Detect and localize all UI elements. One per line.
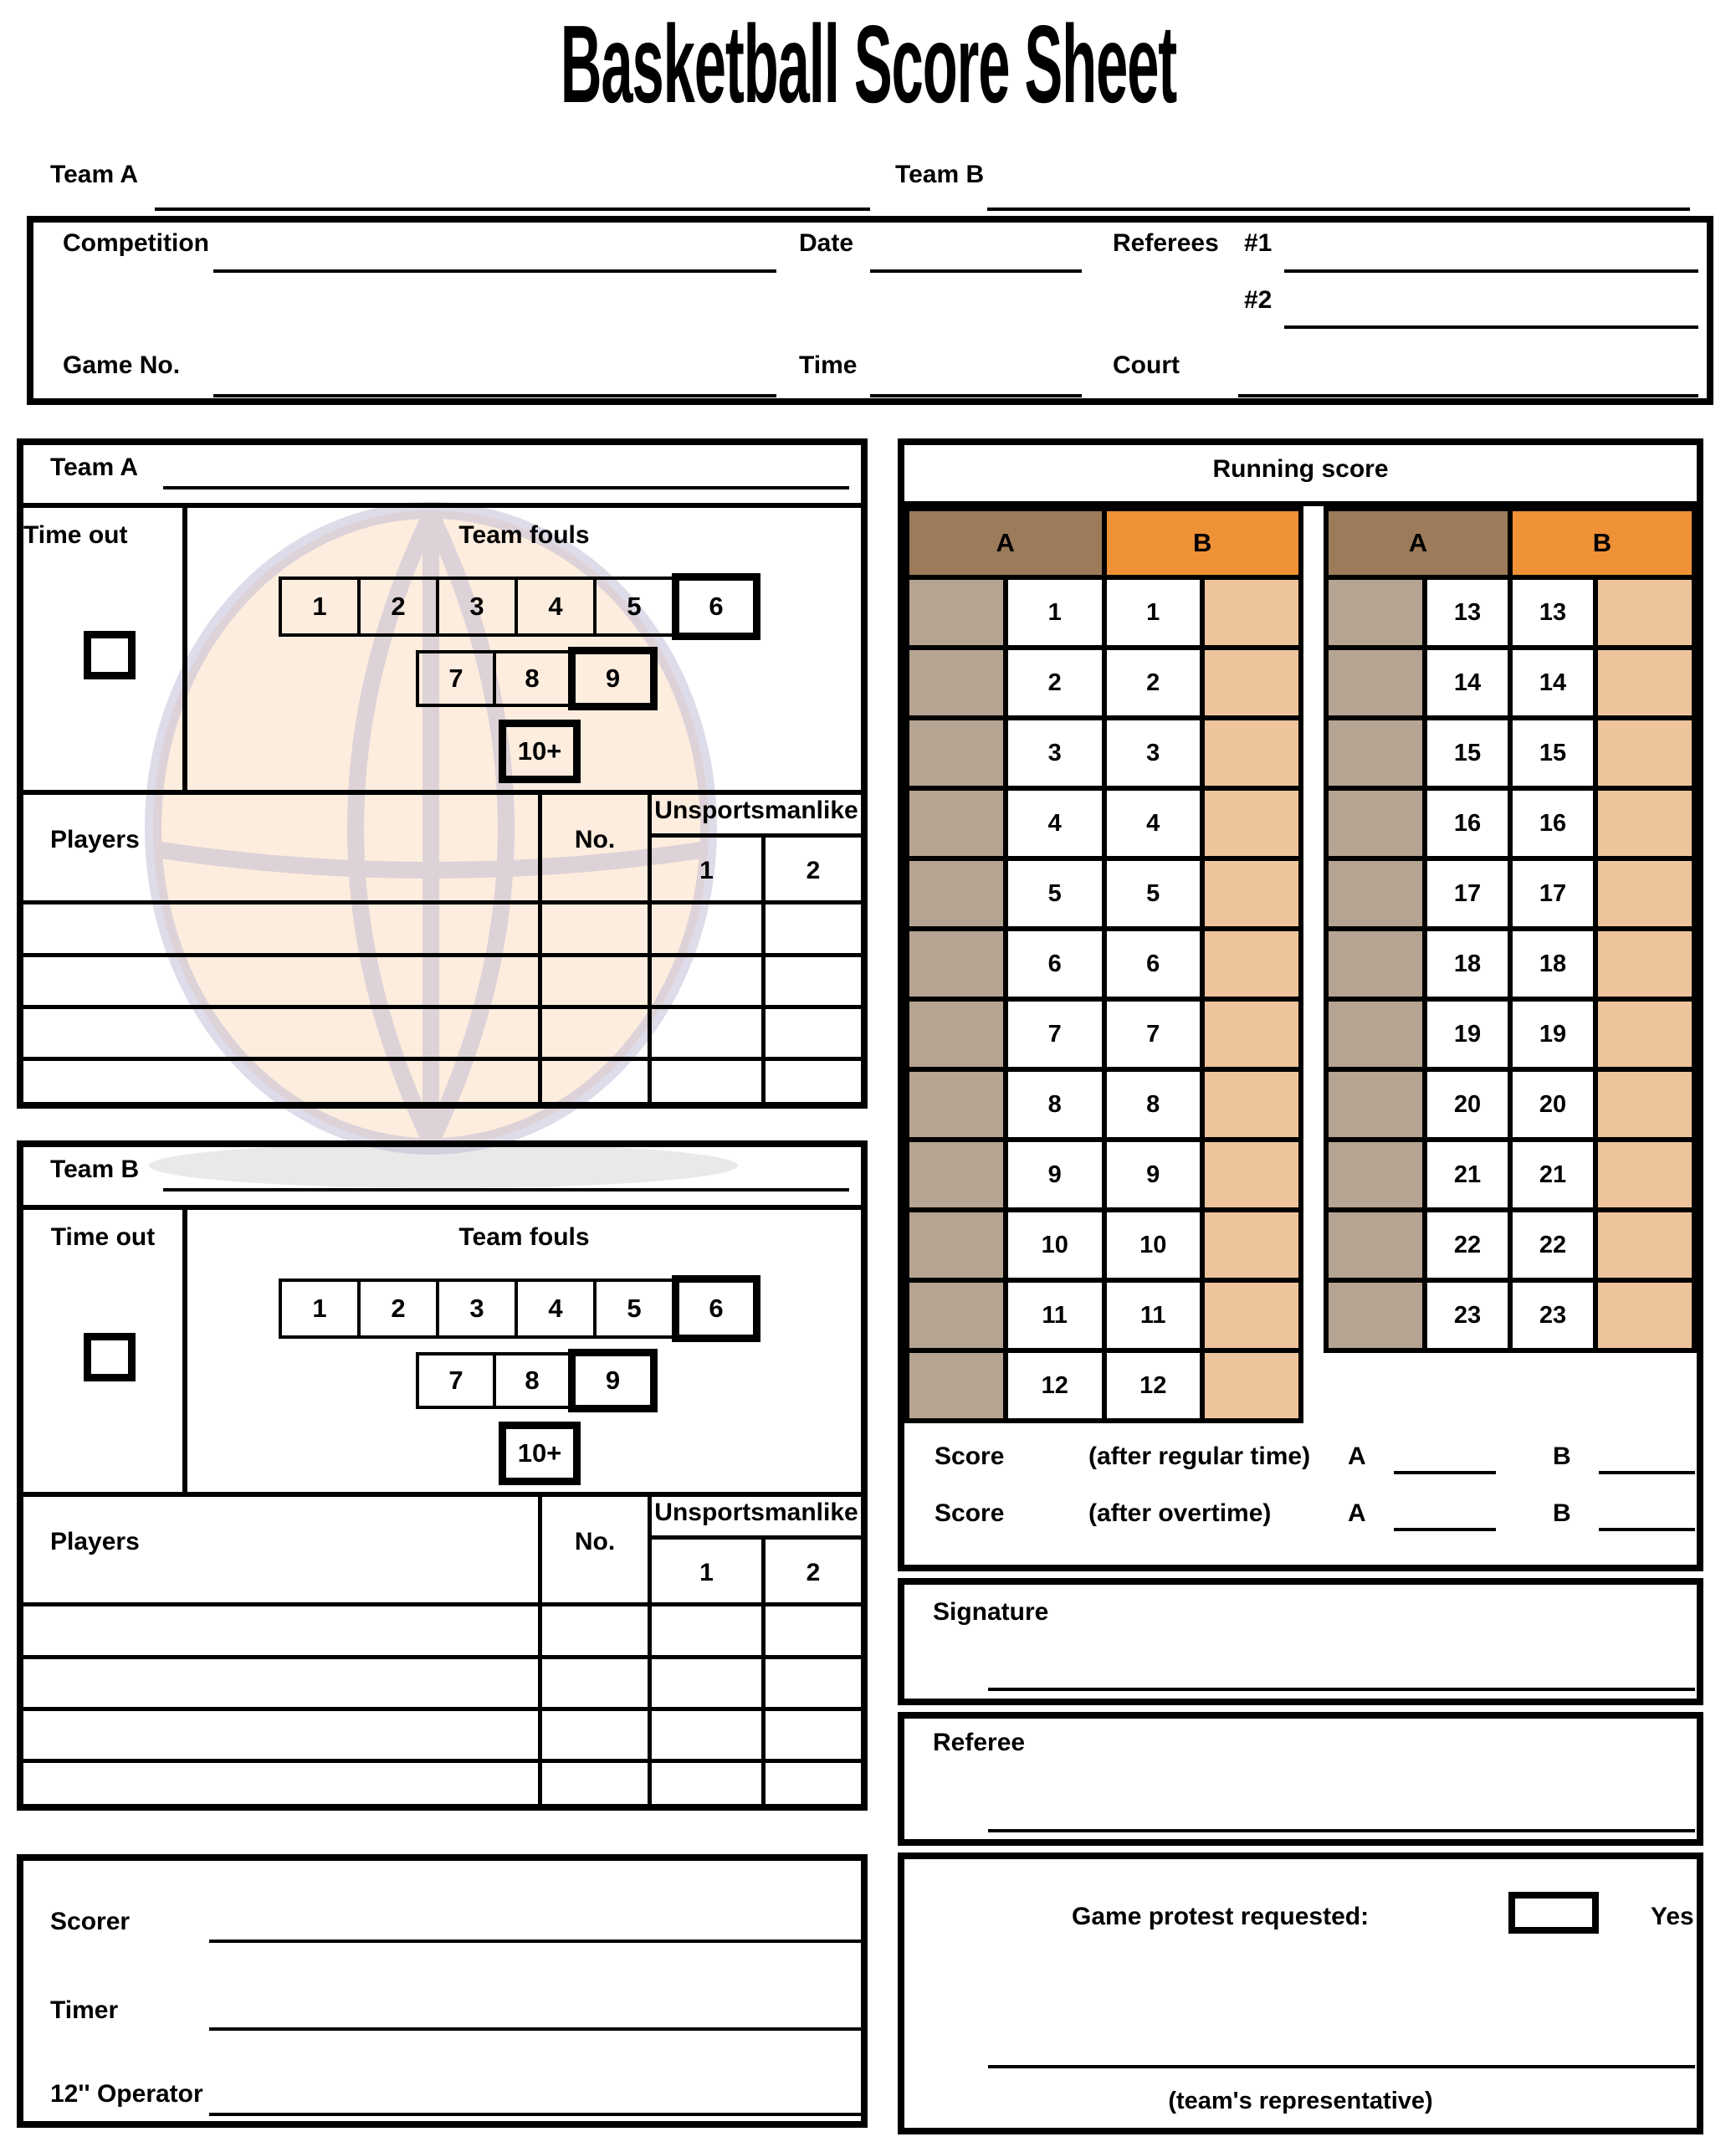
timer-label: Timer <box>50 1996 119 2024</box>
team-b-foul-box-4[interactable]: 4 <box>515 1279 597 1339</box>
officials-section <box>17 1854 868 2128</box>
running-score-mark-a-19[interactable] <box>1329 1002 1422 1067</box>
running-score-mark-b-5[interactable] <box>1200 861 1298 926</box>
running-score-number-a-16[interactable]: 16 <box>1422 791 1508 856</box>
running-score-mark-b-2[interactable] <box>1200 650 1298 715</box>
referees-label: Referees <box>1113 229 1219 257</box>
running-score-number-a-4[interactable]: 4 <box>1003 791 1102 856</box>
team-a-foul-box-8[interactable]: 8 <box>493 650 571 707</box>
team-b-player-row-2 <box>23 1655 861 1707</box>
running-score-row-11 <box>909 1283 1298 1353</box>
running-score-mark-b-1[interactable] <box>1200 580 1298 645</box>
running-score-row-20 <box>1329 1072 1692 1142</box>
running-score-number-a-6[interactable]: 6 <box>1003 931 1102 997</box>
team-a-player-foul2-cell-4[interactable] <box>761 1057 861 1102</box>
running-score-number-a-14[interactable]: 14 <box>1422 650 1508 715</box>
protest-section <box>898 1852 1703 2134</box>
team-b-player-foul2-cell-2[interactable] <box>761 1655 861 1707</box>
game-no-field[interactable] <box>213 394 776 406</box>
running-score-mark-b-12[interactable] <box>1200 1353 1298 1418</box>
running-score-mark-b-6[interactable] <box>1200 931 1298 997</box>
team-a-player-foul1-cell-1[interactable] <box>648 904 761 953</box>
time-label: Time <box>799 351 858 379</box>
running-score-mark-b-9[interactable] <box>1200 1142 1298 1207</box>
team-b-timeout-label: Time out <box>50 1223 156 1251</box>
timer-field[interactable] <box>209 2027 861 2039</box>
running-score-number-b-10[interactable]: 10 <box>1102 1212 1201 1278</box>
signature-field[interactable] <box>988 1688 1695 1699</box>
team-b-player-name-cell-4[interactable] <box>23 1759 538 1804</box>
running-score-section <box>898 438 1703 1571</box>
running-score-row-21 <box>1329 1142 1692 1212</box>
score-regular-a-field[interactable] <box>1394 1471 1496 1483</box>
running-score-row-7 <box>909 1002 1298 1072</box>
running-score-table-right <box>1324 506 1697 1353</box>
team-a-foul-box-7[interactable]: 7 <box>416 650 496 707</box>
running-score-number-b-16[interactable]: 16 <box>1508 791 1593 856</box>
running-score-mark-a-20[interactable] <box>1329 1072 1422 1137</box>
signature-label: Signature <box>933 1598 1049 1626</box>
running-score-mark-b-13[interactable] <box>1593 580 1692 645</box>
running-score-mark-a-17[interactable] <box>1329 861 1422 926</box>
team-a-foul-box-1[interactable]: 1 <box>279 576 361 637</box>
running-score-mark-a-7[interactable] <box>909 1002 1003 1067</box>
game-no-label: Game No. <box>63 351 181 379</box>
team-a-fouls-row-2 <box>416 647 658 710</box>
running-score-mark-a-8[interactable] <box>909 1072 1003 1137</box>
score-overtime-note: (after overtime) <box>1088 1499 1272 1527</box>
running-score-number-a-12[interactable]: 12 <box>1003 1353 1102 1418</box>
running-score-row-2 <box>909 650 1298 720</box>
team-b-player-row-4 <box>23 1759 861 1804</box>
protest-signature-field[interactable] <box>988 2065 1695 2077</box>
team-b-player-foul2-cell-1[interactable] <box>761 1606 861 1655</box>
team-b-player-foul1-cell-4[interactable] <box>648 1759 761 1804</box>
team-b-player-no-cell-3[interactable] <box>538 1707 648 1759</box>
team-b-foul-box-9[interactable]: 9 <box>568 1349 658 1412</box>
score-regular-label: Score <box>935 1443 1005 1470</box>
running-score-title: Running score <box>1212 455 1389 483</box>
team-b-player-foul1-cell-1[interactable] <box>648 1606 761 1655</box>
team-a-fouls-10plus-box[interactable]: 10+ <box>499 720 581 783</box>
protest-footnote: (team's representative) <box>1168 2088 1433 2114</box>
running-score-mark-b-23[interactable] <box>1593 1283 1692 1348</box>
scorer-field[interactable] <box>209 1940 861 1951</box>
running-score-left-header-a: A <box>909 511 1102 575</box>
team-b-player-foul1-cell-3[interactable] <box>648 1707 761 1759</box>
team-b-fouls-row-1 <box>279 1275 760 1342</box>
team-a-player-row-1 <box>23 904 861 953</box>
referee-label: Referee <box>933 1729 1026 1756</box>
team-a-foul-box-3[interactable]: 3 <box>436 576 518 637</box>
protest-label: Game protest requested: <box>1072 1903 1370 1930</box>
referee-1-label: #1 <box>1244 229 1273 257</box>
top-team-a-label: Team A <box>50 161 139 188</box>
signature-section <box>898 1578 1703 1705</box>
running-score-number-a-5[interactable]: 5 <box>1003 861 1102 926</box>
protest-yes-label: Yes <box>1651 1903 1694 1930</box>
running-score-number-b-18[interactable]: 18 <box>1508 931 1593 997</box>
running-score-number-b-12[interactable]: 12 <box>1102 1353 1201 1418</box>
referee-section <box>898 1712 1703 1846</box>
running-score-left-header-b: B <box>1102 511 1299 575</box>
running-score-mark-b-3[interactable] <box>1200 720 1298 786</box>
running-score-number-b-9[interactable]: 9 <box>1102 1142 1201 1207</box>
score-overtime-b-field[interactable] <box>1599 1528 1695 1540</box>
running-score-mark-a-2[interactable] <box>909 650 1003 715</box>
running-score-number-a-19[interactable]: 19 <box>1422 1002 1508 1067</box>
team-b-name-field[interactable] <box>163 1188 849 1200</box>
protest-yes-checkbox[interactable] <box>1508 1892 1599 1934</box>
running-score-right-header-b: B <box>1508 511 1692 575</box>
running-score-number-a-9[interactable]: 9 <box>1003 1142 1102 1207</box>
running-score-number-b-21[interactable]: 21 <box>1508 1142 1593 1207</box>
running-score-number-b-1[interactable]: 1 <box>1102 580 1201 645</box>
running-score-mark-a-16[interactable] <box>1329 791 1422 856</box>
running-score-row-4 <box>909 791 1298 861</box>
team-a-player-name-cell-1[interactable] <box>23 904 538 953</box>
running-score-mark-a-4[interactable] <box>909 791 1003 856</box>
running-score-row-8 <box>909 1072 1298 1142</box>
team-a-player-foul2-cell-3[interactable] <box>761 1005 861 1057</box>
running-score-row-10 <box>909 1212 1298 1283</box>
court-label: Court <box>1113 351 1180 379</box>
date-label: Date <box>799 229 854 257</box>
score-regular-b-field[interactable] <box>1599 1471 1695 1483</box>
score-regular-b-label: B <box>1553 1443 1571 1470</box>
running-score-mark-b-11[interactable] <box>1200 1283 1298 1348</box>
running-score-number-b-5[interactable]: 5 <box>1102 861 1201 926</box>
team-a-player-foul1-cell-3[interactable] <box>648 1005 761 1057</box>
operator-label: 12'' Operator <box>50 2080 203 2108</box>
running-score-mark-a-11[interactable] <box>909 1283 1003 1348</box>
team-a-player-no-cell-4[interactable] <box>538 1057 648 1102</box>
team-a-timeout-label: Time out <box>23 521 128 549</box>
team-b-player-row-3 <box>23 1707 861 1759</box>
referee-field[interactable] <box>988 1829 1695 1841</box>
running-score-mark-a-10[interactable] <box>909 1212 1003 1278</box>
running-score-row-15 <box>1329 720 1692 791</box>
running-score-mark-a-6[interactable] <box>909 931 1003 997</box>
page-title <box>0 3 1736 126</box>
running-score-number-b-11[interactable]: 11 <box>1102 1283 1201 1348</box>
running-score-number-b-13[interactable]: 13 <box>1508 580 1593 645</box>
court-field[interactable] <box>1238 394 1698 406</box>
team-b-player-foul2-cell-4[interactable] <box>761 1759 861 1804</box>
team-a-foul-box-9[interactable]: 9 <box>568 647 658 710</box>
running-score-mark-b-7[interactable] <box>1200 1002 1298 1067</box>
running-score-right-header-a: A <box>1329 511 1508 575</box>
running-score-number-b-17[interactable]: 17 <box>1508 861 1593 926</box>
running-score-number-a-1[interactable]: 1 <box>1003 580 1102 645</box>
team-b-team-fouls-label: Team fouls <box>458 1223 590 1251</box>
game-info-box <box>27 216 1713 405</box>
team-a-timeout-checkbox[interactable] <box>84 631 136 679</box>
team-a-foul-box-6[interactable]: 6 <box>672 573 760 640</box>
running-score-number-a-21[interactable]: 21 <box>1422 1142 1508 1207</box>
running-score-mark-b-14[interactable] <box>1593 650 1692 715</box>
team-a-player-name-cell-4[interactable] <box>23 1057 538 1102</box>
running-score-number-a-23[interactable]: 23 <box>1422 1283 1508 1348</box>
running-score-row-17 <box>1329 861 1692 931</box>
running-score-row-23 <box>1329 1283 1692 1348</box>
running-score-row-9 <box>909 1142 1298 1212</box>
running-score-number-b-2[interactable]: 2 <box>1102 650 1201 715</box>
running-score-mark-a-12[interactable] <box>909 1353 1003 1418</box>
referee-2-field[interactable] <box>1284 325 1698 337</box>
score-regular-note: (after regular time) <box>1088 1443 1311 1470</box>
running-score-row-19 <box>1329 1002 1692 1072</box>
running-score-number-b-15[interactable]: 15 <box>1508 720 1593 786</box>
team-a-foul-box-4[interactable]: 4 <box>515 576 597 637</box>
referee-1-field[interactable] <box>1284 269 1698 281</box>
running-score-mark-a-21[interactable] <box>1329 1142 1422 1207</box>
running-score-mark-a-15[interactable] <box>1329 720 1422 786</box>
score-overtime-label: Score <box>935 1499 1005 1527</box>
team-b-timeout-checkbox[interactable] <box>84 1333 136 1381</box>
team-b-foul-box-6[interactable]: 6 <box>672 1275 760 1342</box>
running-score-mark-b-16[interactable] <box>1593 791 1692 856</box>
team-a-player-foul1-cell-4[interactable] <box>648 1057 761 1102</box>
running-score-number-b-6[interactable]: 6 <box>1102 931 1201 997</box>
running-score-mark-a-13[interactable] <box>1329 580 1422 645</box>
team-a-section <box>17 438 868 1109</box>
team-b-player-foul2-cell-3[interactable] <box>761 1707 861 1759</box>
running-score-number-a-22[interactable]: 22 <box>1422 1212 1508 1278</box>
team-a-fouls-row-1 <box>279 573 760 640</box>
team-b-unsportsmanlike-label: Unsportsmanlike <box>654 1499 858 1526</box>
running-score-number-b-4[interactable]: 4 <box>1102 791 1201 856</box>
team-b-foul-box-3[interactable]: 3 <box>436 1279 518 1339</box>
running-score-row-22 <box>1329 1212 1692 1283</box>
running-score-mark-a-23[interactable] <box>1329 1283 1422 1348</box>
team-b-fouls-row-2 <box>416 1349 658 1412</box>
team-a-player-rows <box>23 904 861 1102</box>
team-a-players-label: Players <box>50 826 140 853</box>
running-score-number-b-19[interactable]: 19 <box>1508 1002 1593 1067</box>
running-score-mark-a-9[interactable] <box>909 1142 1003 1207</box>
team-a-foul-box-5[interactable]: 5 <box>593 576 675 637</box>
team-a-player-row-3 <box>23 1005 861 1057</box>
team-b-foul-box-7[interactable]: 7 <box>416 1352 496 1409</box>
running-score-number-b-23[interactable]: 23 <box>1508 1283 1593 1348</box>
team-b-foul-box-2[interactable]: 2 <box>357 1279 439 1339</box>
running-score-number-a-10[interactable]: 10 <box>1003 1212 1102 1278</box>
scorer-label: Scorer <box>50 1908 131 1935</box>
team-b-uns-col-1: 1 <box>699 1559 714 1586</box>
running-score-row-13 <box>1329 580 1692 650</box>
team-b-uns-col-2: 2 <box>806 1559 821 1586</box>
score-overtime-a-field[interactable] <box>1394 1528 1496 1540</box>
running-score-mark-a-22[interactable] <box>1329 1212 1422 1278</box>
running-score-mark-a-18[interactable] <box>1329 931 1422 997</box>
running-score-number-a-3[interactable]: 3 <box>1003 720 1102 786</box>
running-score-mark-a-3[interactable] <box>909 720 1003 786</box>
team-b-player-name-cell-3[interactable] <box>23 1707 538 1759</box>
team-a-player-no-cell-2[interactable] <box>538 953 648 1005</box>
referee-2-label: #2 <box>1244 286 1273 314</box>
running-score-row-12 <box>909 1353 1298 1418</box>
competition-field[interactable] <box>213 269 776 281</box>
running-score-mark-a-14[interactable] <box>1329 650 1422 715</box>
running-score-row-16 <box>1329 791 1692 861</box>
team-a-player-no-cell-3[interactable] <box>538 1005 648 1057</box>
running-score-number-b-14[interactable]: 14 <box>1508 650 1593 715</box>
running-score-number-a-8[interactable]: 8 <box>1003 1072 1102 1137</box>
operator-field[interactable] <box>209 2113 861 2124</box>
running-score-number-a-20[interactable]: 20 <box>1422 1072 1508 1137</box>
running-score-number-a-11[interactable]: 11 <box>1003 1283 1102 1348</box>
running-score-mark-b-8[interactable] <box>1200 1072 1298 1137</box>
team-a-unsportsmanlike-label: Unsportsmanlike <box>654 797 858 824</box>
team-a-player-row-4 <box>23 1057 861 1102</box>
running-score-mark-b-15[interactable] <box>1593 720 1692 786</box>
team-a-uns-col-2: 2 <box>806 857 821 884</box>
team-a-team-fouls-label: Team fouls <box>458 521 590 549</box>
team-a-name-field[interactable] <box>163 486 849 498</box>
running-score-number-a-7[interactable]: 7 <box>1003 1002 1102 1067</box>
team-a-uns-col-1: 1 <box>699 857 714 884</box>
team-a-player-foul2-cell-2[interactable] <box>761 953 861 1005</box>
running-score-mark-b-4[interactable] <box>1200 791 1298 856</box>
competition-label: Competition <box>63 229 209 257</box>
team-b-player-rows <box>23 1606 861 1804</box>
running-score-number-b-7[interactable]: 7 <box>1102 1002 1201 1067</box>
running-score-number-a-15[interactable]: 15 <box>1422 720 1508 786</box>
team-b-player-no-cell-1[interactable] <box>538 1606 648 1655</box>
time-field[interactable] <box>870 394 1082 406</box>
running-score-mark-a-1[interactable] <box>909 580 1003 645</box>
running-score-row-6 <box>909 931 1298 1002</box>
running-score-mark-b-10[interactable] <box>1200 1212 1298 1278</box>
team-b-player-name-cell-2[interactable] <box>23 1655 538 1707</box>
running-score-row-5 <box>909 861 1298 931</box>
team-a-player-name-cell-3[interactable] <box>23 1005 538 1057</box>
team-b-player-name-cell-1[interactable] <box>23 1606 538 1655</box>
team-b-foul-box-5[interactable]: 5 <box>593 1279 675 1339</box>
running-score-number-a-17[interactable]: 17 <box>1422 861 1508 926</box>
running-score-number-b-3[interactable]: 3 <box>1102 720 1201 786</box>
running-score-number-b-20[interactable]: 20 <box>1508 1072 1593 1137</box>
running-score-mark-b-22[interactable] <box>1593 1212 1692 1278</box>
team-a-player-foul2-cell-1[interactable] <box>761 904 861 953</box>
running-score-mark-b-17[interactable] <box>1593 861 1692 926</box>
running-score-number-a-2[interactable]: 2 <box>1003 650 1102 715</box>
running-score-row-3 <box>909 720 1298 791</box>
team-a-no-label: No. <box>574 826 616 853</box>
date-field[interactable] <box>870 269 1082 281</box>
running-score-table-left <box>904 506 1303 1423</box>
team-a-player-no-cell-1[interactable] <box>538 904 648 953</box>
running-score-mark-b-18[interactable] <box>1593 931 1692 997</box>
running-score-number-b-22[interactable]: 22 <box>1508 1212 1593 1278</box>
page-title-text: Basketball Score Sheet <box>560 3 1176 126</box>
team-b-foul-box-8[interactable]: 8 <box>493 1352 571 1409</box>
team-b-player-row-1 <box>23 1606 861 1655</box>
team-b-players-label: Players <box>50 1528 140 1555</box>
team-b-player-no-cell-2[interactable] <box>538 1655 648 1707</box>
team-b-section <box>17 1140 868 1811</box>
team-b-player-foul1-cell-2[interactable] <box>648 1655 761 1707</box>
running-score-mark-b-20[interactable] <box>1593 1072 1692 1137</box>
top-team-b-label: Team B <box>895 161 985 188</box>
running-score-mark-b-19[interactable] <box>1593 1002 1692 1067</box>
team-b-foul-box-1[interactable]: 1 <box>279 1279 361 1339</box>
running-score-mark-b-21[interactable] <box>1593 1142 1692 1207</box>
team-a-player-row-2 <box>23 953 861 1005</box>
team-a-player-name-cell-2[interactable] <box>23 953 538 1005</box>
score-regular-a-label: A <box>1348 1443 1366 1470</box>
team-a-foul-box-2[interactable]: 2 <box>357 576 439 637</box>
running-score-row-18 <box>1329 931 1692 1002</box>
running-score-number-a-18[interactable]: 18 <box>1422 931 1508 997</box>
score-overtime-b-label: B <box>1553 1499 1571 1527</box>
team-b-fouls-10plus-box[interactable]: 10+ <box>499 1422 581 1485</box>
running-score-mark-a-5[interactable] <box>909 861 1003 926</box>
running-score-row-14 <box>1329 650 1692 720</box>
running-score-number-a-13[interactable]: 13 <box>1422 580 1508 645</box>
team-a-section-label: Team A <box>50 454 139 481</box>
running-score-row-1 <box>909 580 1298 650</box>
team-b-section-label: Team B <box>50 1156 140 1183</box>
team-b-no-label: No. <box>574 1528 616 1555</box>
team-a-player-foul1-cell-2[interactable] <box>648 953 761 1005</box>
team-b-player-no-cell-4[interactable] <box>538 1759 648 1804</box>
running-score-number-b-8[interactable]: 8 <box>1102 1072 1201 1137</box>
score-overtime-a-label: A <box>1348 1499 1366 1527</box>
